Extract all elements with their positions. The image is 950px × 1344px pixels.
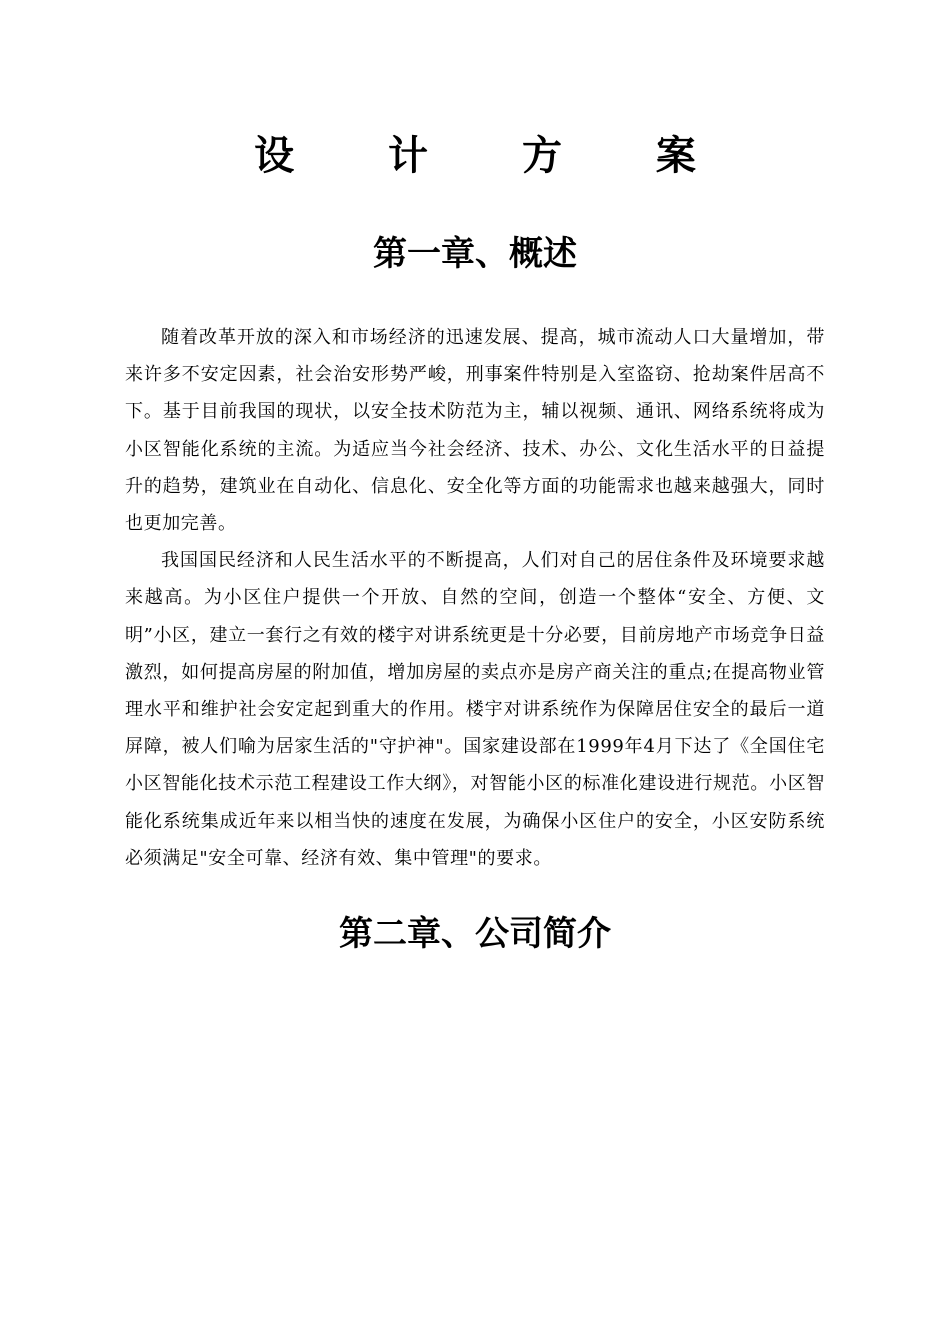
paragraph-1: 随着改革开放的深入和市场经济的迅速发展、提高，城市流动人口大量增加，带来许多不安定因素，社会治安形势严峻，刑事案件特别是入室盗窃、抢劫案件居高不下。基于目前我国的现状，以安全技术防范为主，辅以视频、通讯、网络系统将成为小区智能化系统的主流。为适应当今社会经济、技术、办公、文化生活水平的日益提升的趋势，建筑业在自动化、信息化、安全化等方面的功能需求也越来越强大，同时也更加完善。	[125, 327, 825, 535]
document-title: 设 计 方 案	[254, 132, 736, 179]
chapter-1-heading: 第一章、概述	[373, 234, 577, 274]
chapter-2-heading: 第二章、公司简介	[339, 914, 611, 954]
chapter-1-body	[125, 319, 825, 877]
paragraph-2: 我国国民经济和人民生活水平的不断提高，人们对自己的居住条件及环境要求越来越高。为小区住户提供一个开放、自然的空间，创造一个整体“安全、方便、文明”小区，建立一套行之有效的楼宇对讲系统更是十分必要，目前房地产市场竞争日益激烈，如何提高房屋的附加值，增加房屋的卖点亦是房产商关注的重点;在提高物业管理水平和维护社会安定起到重大的作用。楼宇对讲系统作为保障居住安全的最后一道屏障，被人们喻为居家生活的"守护神"。国家建设部在1999年4月下达了《全国住宅小区智能化技术示范工程建设工作大纲》，对智能小区的标准化建设进行规范。小区智能化系统集成近年来以相当快的速度在发展，为确保小区住户的安全，小区安防系统必须满足"安全可靠、经济有效、集中管理"的要求。	[125, 550, 825, 869]
